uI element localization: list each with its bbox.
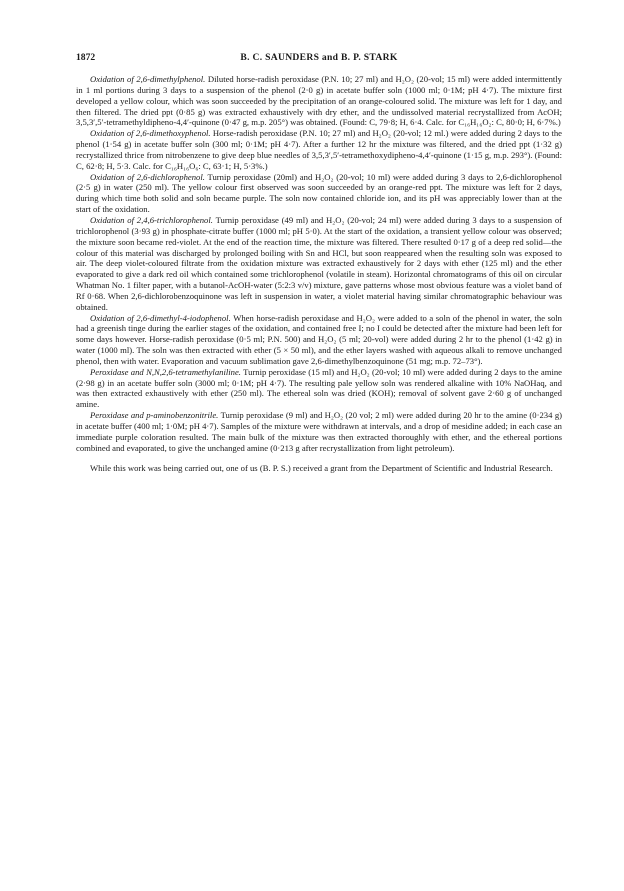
paragraph-text: Turnip peroxidase (15 ml) and H₂O₂ (20-vol; 10 ml) were added during 2 days to the amine (2·98 g) in an acetate buffer soln (3000 ml; 0·1M; pH 4·7). The resulting pale yellow soln was rendered alkaline with 10% NaOHaq, and was then extracted exhaustively with ether (250 ml). The ethereal soln was dried (KOH); removal of solvent gave 2·60 g of unchanged amine. — [76, 366, 562, 410]
paragraph-text: Turnip peroxidase (49 ml) and H₂O₂ (20-vol; 24 ml) were added during 3 days to a suspension of trichlorophenol (3·93 g) in phosphate-citrate buffer (1000 ml; pH 5·0). At the start of the oxidation, a transient yellow colour was observed; the mixture soon became red-violet. At the end of the reaction time, the mixture was filtered. There resulted 0·17 g of a deep red solid—the colour of this material was discharged by prolonged boiling with Sn and HCl, but soon reappeared when the resulting soln was exposed to air. The deep violet-coloured filtrate from the oxidation mixture was extracted exhaustively for 2 days with ether (125 ml) and the ether evaporated to give a dark red oil which contained some trichlorophenol (volatile in steam). Horizontal chromatograms of this oil on circular Whatman No. 1 filter paper, with a butanol-AcOH-water (5:2:3 v/v) mixture, gave patterns whose most obvious feature was a violet band of Rf 0·68. When 2,6-dichlorobenzoquinone was left in suspension in water, a violet material having similar chromatographic behaviour was obtained. — [76, 214, 562, 312]
paragraph-dichlorophenol — [76, 172, 562, 215]
paragraph-text: Turnip peroxidase (20ml) and H₂O₂ (20-vol; 10 ml) were added during 3 days to 2,6-dichlorophenol (2·5 g) in water (250 ml). The yellow colour first observed was soon succeeded by an orange-red ppt. The mixture was left for 2 days, during which time both solid and soln became purple. The soln now contained chloride ion, and its pH was appreciably lower than at the start of the oxidation. — [76, 171, 562, 215]
paragraph-title: Peroxidase and p-aminobenzonitrile. — [90, 410, 219, 421]
paragraph-trichlorophenol — [76, 215, 562, 313]
section-gap — [76, 454, 562, 463]
paragraph-title: Peroxidase and N,N,2,6-tetramethylaniline. — [90, 366, 241, 377]
paragraph-dimethylphenol — [76, 74, 562, 128]
paragraph-title: Oxidation of 2,4,6-trichlorophenol. — [90, 214, 213, 225]
paragraph-aminobenzonitrile — [76, 410, 562, 453]
paragraph-title: Oxidation of 2,6-dimethoxyphenol. — [90, 128, 211, 139]
page-header — [76, 52, 562, 66]
paragraph-dimethoxyphenol — [76, 128, 562, 171]
running-title: B. C. SAUNDERS and B. P. STARK — [240, 52, 398, 63]
page-number: 1872 — [76, 52, 96, 63]
paragraph-iodophenol — [76, 313, 562, 367]
paragraph-text: Turnip peroxidase (9 ml) and H₂O₂ (20 vol; 2 ml) were added during 20 hr to the amine (0·234 g) in acetate buffer (400 ml; 1·0M; pH 4·7). Samples of the mixture were withdrawn at intervals, and a drop of mesidine added; in each case an immediate purple coloration resulted. The main bulk of the mixture was then extracted thoroughly with ether, and the ethereal portions combined and evaporated, to give the unchanged amine (0·213 g after recrystallization from light petroleum). — [76, 410, 562, 453]
paragraph-tetramethylaniline — [76, 367, 562, 410]
acknowledgement: While this work was being carried out, one of us (B. P. S.) received a grant from the Department of Scientific and Industrial Research. — [90, 462, 553, 473]
paragraph-text: Diluted horse-radish peroxidase (P.N. 10; 27 ml) and H₂O₂ (20-vol; 15 ml) were added intermittently in 1 ml portions during 3 days to a suspension of the phenol (2·0 g) in acetate buffer soln (1000 ml; 0·1M; pH 4·7). The mixture first developed a yellow colour, which was soon succeeded by the precipitation of an orange-coloured solid. The mixture was left for 1 day, and then filtered. The dried ppt (0·85 g) was extracted exhaustively with dry ether, and the undissolved material recrystallized from AcOH; 3,5,3′,5′-tetramethyldipheno-4,4′-quinone (0·47 g, m.p. 205°) was obtained. (Found: C, 79·8; H, 6·4. Calc. for C₁₆H₁₆O₂: C, 80·0; H, 6·7%.) — [76, 74, 562, 128]
article-body — [76, 74, 562, 473]
paragraph-title: Oxidation of 2,6-dimethylphenol. — [90, 74, 206, 84]
paragraph-text: Horse-radish peroxidase (P.N. 10; 27 ml) and H₂O₂ (20-vol; 12 ml.) were added during 2 days to the phenol (1·54 g) in acetate buffer soln (300 ml; 0·1M; pH 4·7). After a further 12 hr the mixture was filtered, and the dried ppt (1·32 g) recrystallized thrice from nitrobenzene to give deep blue needles of 3,5,3′,5′-tetramethoxydipheno-4,4′-quinone (1·15 g, m.p. 293°). (Found: C, 62·8; H, 5·3. Calc. for C₁₆H₁₆O₆: C, 63·1; H, 5·3%.) — [76, 128, 562, 171]
paragraph-text: When horse-radish peroxidase and H₂O₂ were added to a soln of the phenol in water, the soln had a greenish tinge during the earlier stages of the oxidation, and contained free I; no I could be detected after the mixture had been left for some days however. Horse-radish peroxidase (0·5 ml; P.N. 500) and H₂O₂ (5 ml; 20-vol) were added during 2 hr to the phenol (1·42 g) in water (1000 ml). The soln was then extracted with ether (5 × 50 ml), and the ether layers washed with aqueous alkali to remove unchanged phenol, then with water. Evaporation and vacuum sublimation gave 2,6-dimethylbenzoquinone (51 mg; m.p. 72–73°). — [76, 312, 562, 366]
paragraph-title: Oxidation of 2,6-dimethyl-4-iodophenol. — [90, 312, 231, 323]
paragraph-title: Oxidation of 2,6-dichlorophenol. — [90, 171, 205, 182]
